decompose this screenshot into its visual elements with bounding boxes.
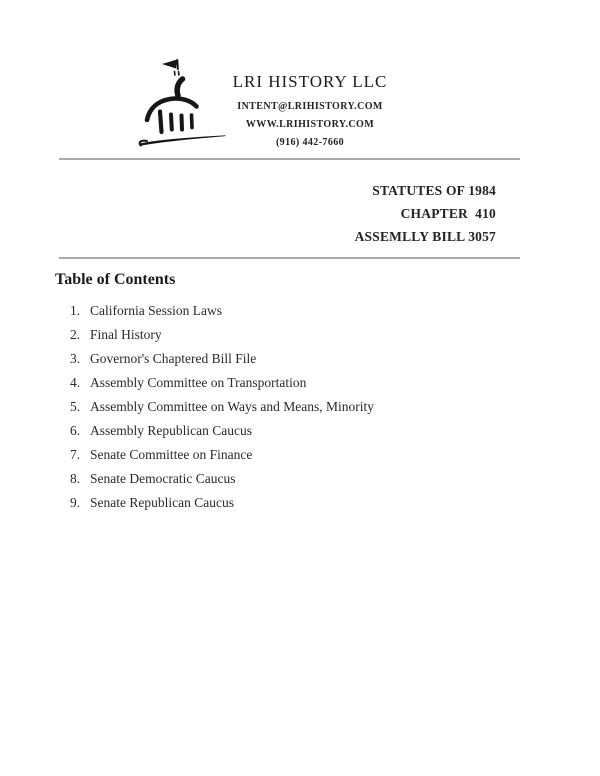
toc-item-label: California Session Laws [90,303,222,318]
toc-item [70,371,374,395]
company-website: WWW.LRIHISTORY.COM [245,119,375,130]
capitol-dome-icon [136,56,232,148]
toc-item-number: 6. [70,423,81,438]
bill-reference-block [355,179,496,248]
toc-item-number: 1. [70,303,81,318]
toc-item [70,323,374,347]
company-email: INTENT@LRIHISTORY.COM [237,101,383,112]
divider-bottom [59,257,520,259]
toc-item [70,347,374,371]
company-logo [136,56,232,148]
toc-item-label: Assembly Republican Caucus [90,423,252,438]
company-phone: (916) 442-7660 [275,137,345,148]
statutes-line: STATUTES OF 1984 [372,183,496,198]
toc-item [70,395,374,419]
bill-line: ASSEMLLY BILL 3057 [354,229,496,244]
toc-item-label: Governor's Chaptered Bill File [90,351,257,366]
toc-item [70,443,374,467]
letterhead-contact-block [233,72,388,149]
toc-item-label: Assembly Committee on Transportation [90,375,307,390]
toc-item-label: Final History [90,327,162,342]
toc-item [70,299,374,323]
company-name: LRI HISTORY LLC [232,72,388,91]
toc-item-number: 7. [70,447,81,462]
toc-title: Table of Contents [55,271,176,288]
toc-item-label: Assembly Committee on Ways and Means, Minority [90,399,375,414]
toc-item-number: 8. [70,471,81,486]
toc-item-label: Senate Democratic Caucus [90,471,236,486]
toc-item-label: Senate Republican Caucus [90,495,234,510]
toc-item-number: 2. [70,327,81,342]
toc-item-number: 5. [70,399,81,414]
toc-item [70,467,374,491]
toc-item [70,419,374,443]
toc-item-number: 3. [70,351,81,366]
toc-item-number: 4. [70,375,81,390]
divider-top [59,158,520,160]
toc-item [70,491,374,515]
toc-list [70,299,374,515]
toc-item-label: Senate Committee on Finance [90,447,253,462]
toc-item-number: 9. [70,495,81,510]
chapter-line: CHAPTER 410 [400,206,496,221]
